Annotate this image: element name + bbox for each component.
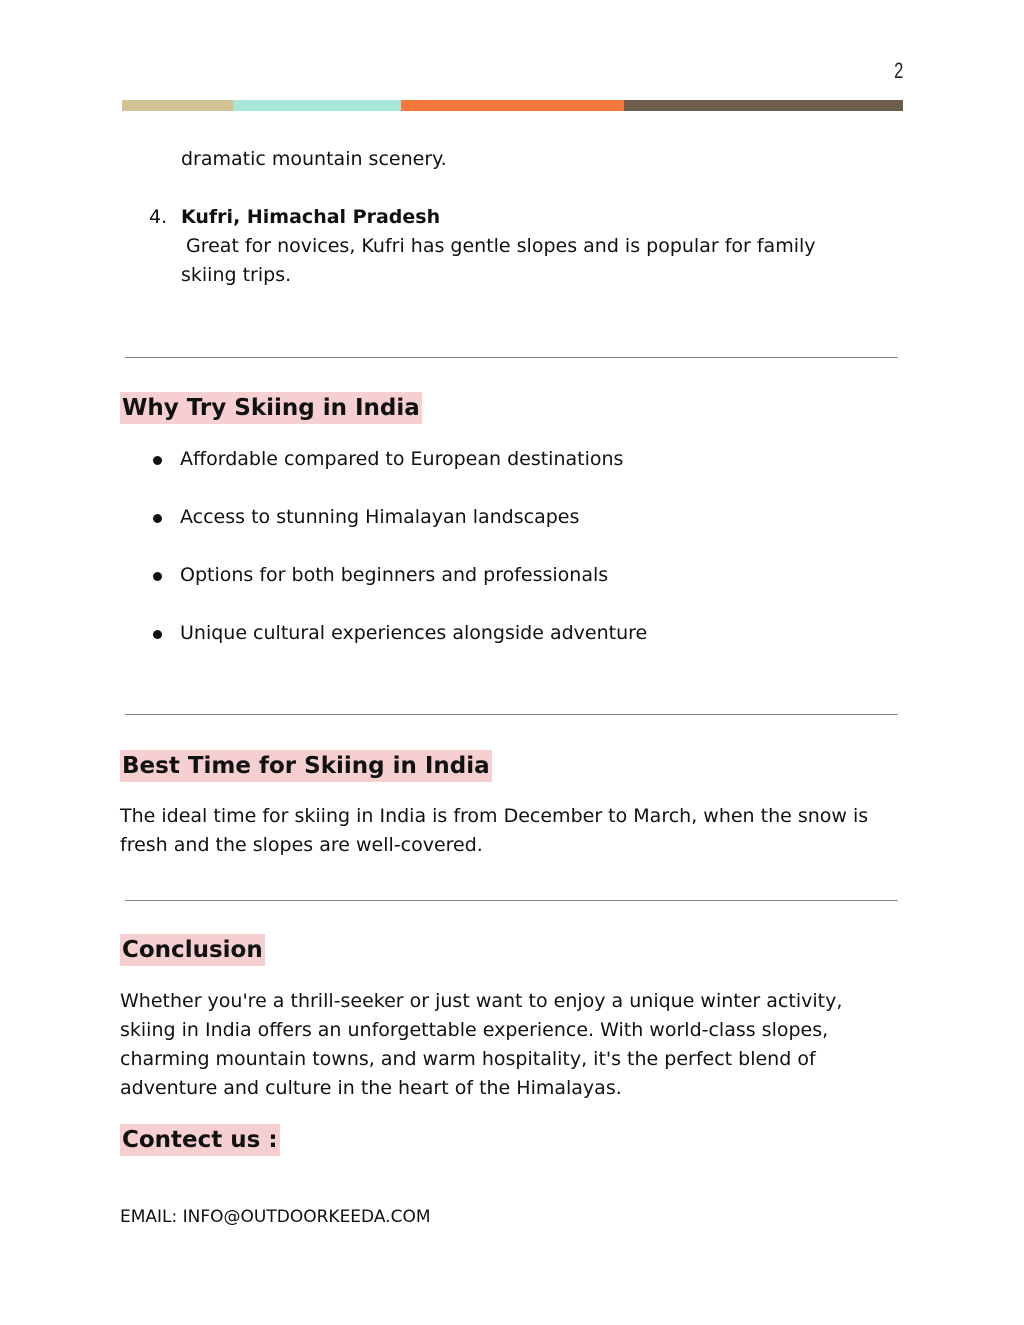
bullet-icon — [153, 572, 162, 581]
list-item — [120, 445, 880, 474]
list-item — [120, 561, 880, 590]
bullet-text: Unique cultural experiences alongside adventure — [180, 622, 648, 644]
list-item — [120, 619, 880, 648]
conclusion-paragraph: Whether you're a thrill-seeker or just want to enjoy a unique winter activity, skiing in India offers an unforgettable experience. With world-class slopes, charming mountain towns, and warm hospitality, it's the perfect blend of adventure and culture in the heart of the Himalayas. — [120, 990, 843, 1099]
header-color-bar — [122, 100, 903, 111]
bullet-text: Options for both beginners and professionals — [180, 564, 609, 586]
list-item-title: Kufri, Himachal Pradesh — [181, 206, 441, 228]
contact-email[interactable]: EMAIL: INFO@OUTDOORKEEDA.COM — [120, 1207, 431, 1227]
bullet-icon — [153, 514, 162, 523]
bullet-icon — [153, 630, 162, 639]
color-bar-segment-brown — [624, 100, 903, 111]
bullet-icon — [153, 456, 162, 465]
list-item — [120, 503, 880, 532]
divider — [125, 900, 898, 901]
color-bar-segment-orange — [401, 100, 624, 111]
divider — [125, 357, 898, 358]
intro-continuation: dramatic mountain scenery. — [181, 148, 447, 170]
section-heading-conclusion: Conclusion — [120, 934, 265, 966]
section-heading-best-time: Best Time for Skiing in India — [120, 750, 492, 782]
section-heading-why-try: Why Try Skiing in India — [120, 392, 422, 424]
divider — [125, 714, 898, 715]
list-item-number: 4. — [149, 206, 168, 228]
list-item-description: Great for novices, Kufri has gentle slopes and is popular for family skiing trips. — [181, 235, 816, 286]
color-bar-segment-aqua — [233, 100, 401, 111]
why-try-bullet-list — [120, 445, 880, 677]
bullet-text: Access to stunning Himalayan landscapes — [180, 506, 580, 528]
page-number: 2 — [893, 58, 903, 83]
color-bar-segment-tan — [122, 100, 233, 111]
best-time-paragraph: The ideal time for skiing in India is from December to March, when the snow is fresh and the slopes are well-covered. — [120, 805, 869, 856]
section-heading-contact: Contect us : — [120, 1124, 280, 1156]
bullet-text: Affordable compared to European destinations — [180, 448, 624, 470]
